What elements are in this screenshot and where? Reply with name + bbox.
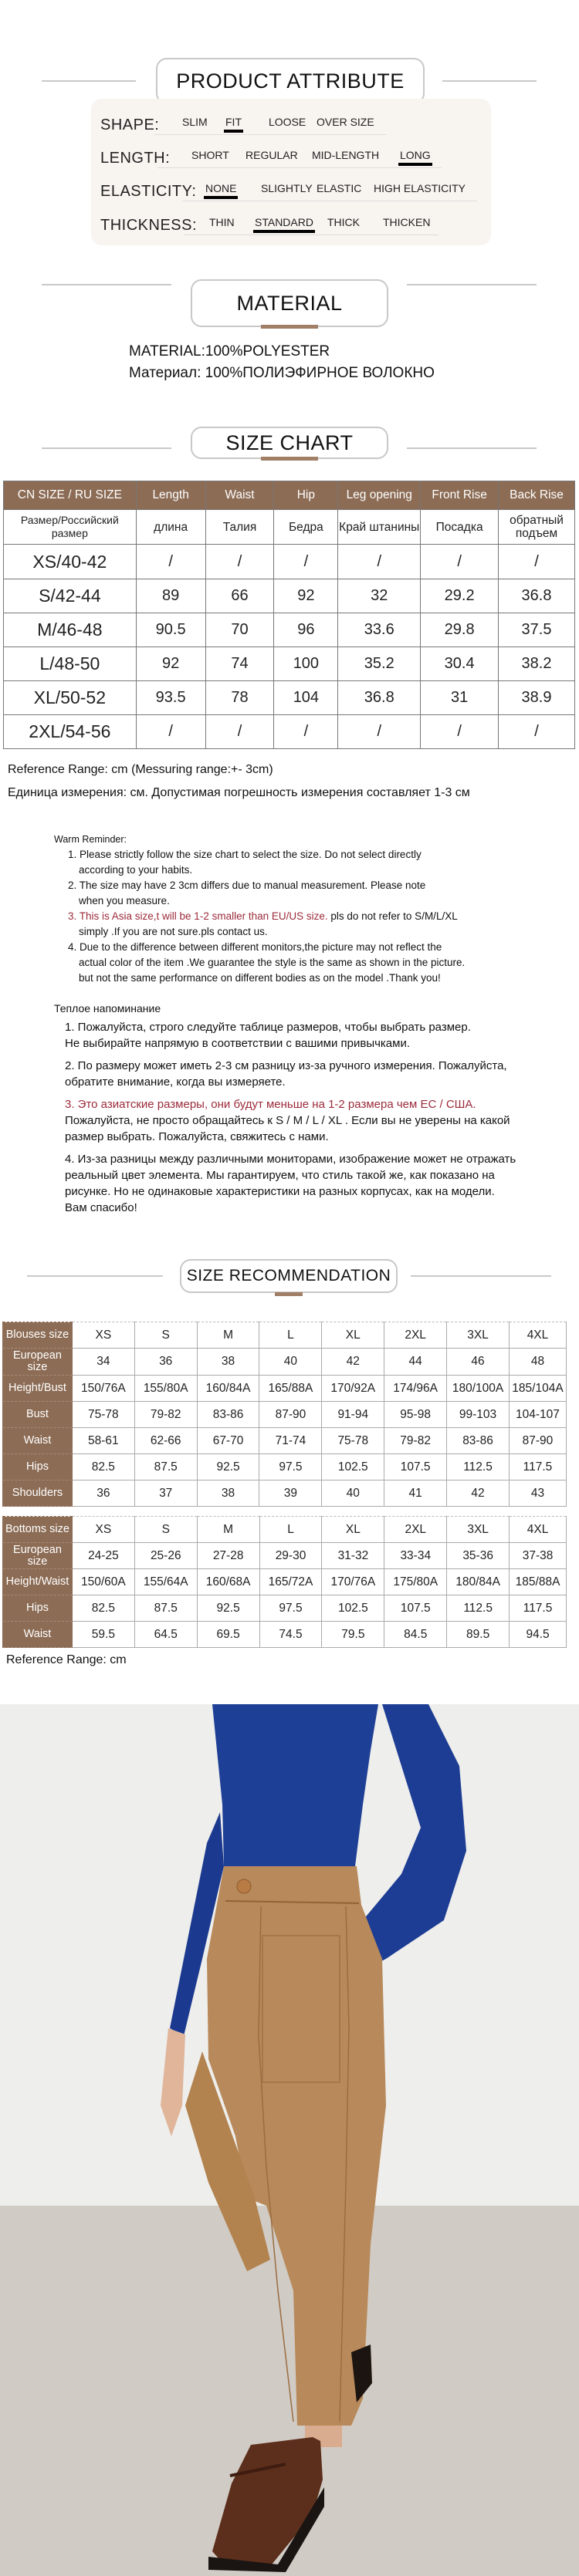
row-label: Shoulders [3, 1480, 73, 1507]
attribute-option: SLIM [182, 116, 208, 128]
measurement-cell: / [421, 715, 499, 749]
measurement-cell: 165/72A [259, 1569, 322, 1595]
column-header: Waist [205, 481, 274, 510]
measurement-cell: 35.2 [338, 647, 421, 681]
table-row [3, 1376, 567, 1402]
table-row [3, 1402, 567, 1428]
measurement-cell: 29-30 [259, 1543, 322, 1569]
material-ru-value: 100%ПОЛИЭФИРНОЕ ВОЛОКНО [205, 365, 435, 381]
measurement-cell: 42 [447, 1480, 510, 1507]
measurement-cell: 70 [205, 613, 274, 647]
divider-line [42, 80, 136, 82]
measurement-cell: 92 [274, 579, 338, 613]
table-row [4, 647, 575, 681]
column-header: CN SIZE / RU SIZE [4, 481, 137, 510]
measurement-cell: 40 [259, 1349, 322, 1376]
measurement-cell: 59.5 [72, 1622, 134, 1648]
section-title-size-chart [191, 427, 388, 459]
measurement-cell: 79.5 [322, 1622, 384, 1648]
size-label: L/48-50 [4, 647, 137, 681]
column-header: Front Rise [421, 481, 499, 510]
measurement-cell: 92.5 [197, 1454, 259, 1480]
table-row [3, 1622, 567, 1648]
measurement-cell: 94.5 [510, 1622, 567, 1648]
size-label: M/46-48 [4, 613, 137, 647]
measurement-cell: / [205, 545, 274, 579]
attribute-underline [157, 167, 442, 168]
size-column-header: XS [72, 1322, 134, 1349]
measurement-cell: 27-28 [197, 1543, 259, 1569]
reminder-line [68, 909, 548, 924]
reminder-item [54, 878, 548, 909]
reference-range-en: Reference Range: cm (Messuring range:+- 3cm) [8, 763, 273, 776]
reminder-line: actual color of the item .We guarantee the style is the same as shown in the picture. [79, 957, 466, 968]
section-title-text: PRODUCT ATTRIBUTE [176, 69, 405, 93]
reminder-line: but not the same performance on different bodies as on the model .Thank you! [79, 972, 441, 984]
measurement-cell: 29.2 [421, 579, 499, 613]
measurement-cell: 78 [205, 681, 274, 715]
size-column-header: M [197, 1517, 259, 1543]
measurement-cell: 165/88A [259, 1376, 322, 1402]
blouses-size-table [2, 1322, 567, 1507]
measurement-cell: 82.5 [72, 1595, 134, 1622]
measurement-cell: 175/80A [384, 1569, 447, 1595]
measurement-cell: 155/80A [134, 1376, 197, 1402]
column-header-ru: Размер/Российский размер [4, 510, 137, 545]
measurement-cell: 35-36 [447, 1543, 510, 1569]
measurement-cell: 38.2 [499, 647, 575, 681]
attribute-row-length [100, 144, 486, 167]
measurement-cell: 30.4 [421, 647, 499, 681]
section-title-text: MATERIAL [236, 291, 343, 315]
reminder-line-ru: размер выбрать. Пожалуйста, свяжитесь с нами. [65, 1130, 329, 1143]
measurement-cell: 79-82 [134, 1402, 197, 1428]
column-header-ru: Бедра [274, 510, 338, 545]
measurement-cell: 90.5 [136, 613, 205, 647]
column-header-ru: Посадка [421, 510, 499, 545]
reminder-item [54, 909, 548, 940]
measurement-cell: 97.5 [259, 1595, 322, 1622]
row-label: Waist [3, 1428, 73, 1454]
sweater-torso [212, 1704, 378, 1866]
size-column-header: 3XL [447, 1517, 510, 1543]
size-column-header: M [197, 1322, 259, 1349]
size-chart-table [3, 481, 575, 749]
measurement-cell: 160/84A [197, 1376, 259, 1402]
size-label: S/42-44 [4, 579, 137, 613]
reminder-text: pls do not refer to S/M/L/XL [327, 910, 458, 922]
measurement-cell: 84.5 [384, 1622, 447, 1648]
measurement-cell: 74 [205, 647, 274, 681]
measurement-cell: 107.5 [384, 1595, 447, 1622]
section-title-text: SIZE RECOMMENDATION [186, 1267, 391, 1285]
measurement-cell: 117.5 [510, 1595, 567, 1622]
size-column-header: S [134, 1322, 197, 1349]
row-label: Height/Bust [3, 1376, 73, 1402]
row-label: Bottoms size [3, 1517, 73, 1543]
measurement-cell: / [136, 545, 205, 579]
measurement-cell: 83-86 [197, 1402, 259, 1428]
reminder-line: according to your habits. [79, 864, 193, 876]
column-header-ru: длина [136, 510, 205, 545]
reminder-line-ru: 4. Из-за разницы между различными мониторами, изображение может не отражать [65, 1153, 516, 1166]
size-column-header: 3XL [447, 1322, 510, 1349]
measurement-cell: 64.5 [134, 1622, 197, 1648]
title-accent-bar [261, 457, 318, 461]
section-title-size-recommendation [180, 1259, 398, 1293]
measurement-cell: / [499, 715, 575, 749]
measurement-cell: 87.5 [134, 1454, 197, 1480]
divider-line [27, 1275, 163, 1277]
measurement-cell: 38.9 [499, 681, 575, 715]
attribute-option: ELASTIC [317, 182, 362, 194]
reminder-warning-text-ru: 3. Это азиатские размеры, они будут меньше на 1-2 размера чем ЕС / США. [65, 1098, 476, 1111]
attribute-option-selected: STANDARD [255, 216, 313, 228]
bottoms-reference-range: Reference Range: cm [6, 1653, 127, 1666]
measurement-cell: 24-25 [72, 1543, 134, 1569]
measurement-cell: / [338, 715, 421, 749]
attribute-option: MID-LENGTH [312, 149, 380, 161]
attribute-option: THIN [209, 216, 235, 228]
reminder-line-ru: реальный цвет элемента. Мы гарантируем, что стиль такой же, как показано на [65, 1169, 495, 1182]
measurement-cell: 104 [274, 681, 338, 715]
measurement-cell: 43 [509, 1480, 566, 1507]
measurement-cell: 36.8 [499, 579, 575, 613]
table-row [3, 1454, 567, 1480]
attribute-row-elasticity [100, 177, 486, 201]
row-label: Blouses size [3, 1322, 73, 1349]
size-column-header: 4XL [510, 1517, 567, 1543]
attribute-row-thickness [100, 211, 486, 235]
measurement-cell: 112.5 [447, 1595, 510, 1622]
measurement-cell: 32 [338, 579, 421, 613]
reminder-item [54, 940, 548, 986]
measurement-cell: / [205, 715, 274, 749]
measurement-cell: 25-26 [134, 1543, 197, 1569]
measurement-cell: 74.5 [259, 1622, 322, 1648]
measurement-cell: 102.5 [322, 1454, 384, 1480]
measurement-cell: 100 [274, 647, 338, 681]
row-label: Height/Waist [3, 1569, 73, 1595]
reminder-line-ru: обратите внимание, когда вы измеряете. [65, 1075, 286, 1089]
measurement-cell: 38 [197, 1480, 259, 1507]
measurement-cell: 89 [136, 579, 205, 613]
attribute-panel [91, 99, 491, 245]
attribute-option: THICKEN [383, 216, 431, 228]
material-en-value: 100%POLYESTER [205, 343, 330, 360]
row-label: Hips [3, 1595, 73, 1622]
measurement-cell: 112.5 [447, 1454, 510, 1480]
size-column-header: L [259, 1322, 322, 1349]
measurement-cell: 150/76A [72, 1376, 134, 1402]
table-row [4, 545, 575, 579]
row-label: Bust [3, 1402, 73, 1428]
reminder-line-ru: Вам спасибо! [65, 1201, 137, 1214]
measurement-cell: 92.5 [197, 1595, 259, 1622]
attribute-option: OVER SIZE [317, 116, 374, 128]
reminder-line-ru: рисунке. Но не одинаковые характеристики на разных корпусах, как на модели. [65, 1185, 495, 1198]
attribute-option: LOOSE [269, 116, 306, 128]
warm-reminder-ru [54, 1001, 571, 1216]
measurement-cell: 104-107 [509, 1402, 566, 1428]
reminder-line-ru: Пожалуйста, не просто обращайтесь к S / M / L / XL . Если вы не уверены на какой [65, 1114, 510, 1127]
measurement-cell: 75-78 [72, 1402, 134, 1428]
title-accent-bar [261, 325, 318, 329]
size-column-header: L [259, 1517, 322, 1543]
measurement-cell: 102.5 [322, 1595, 384, 1622]
attribute-label: THICKNESS: [100, 217, 198, 234]
column-header-ru: Талия [205, 510, 274, 545]
measurement-cell: 150/60A [72, 1569, 134, 1595]
section-title-product-attribute [156, 58, 425, 104]
material-ru-label: Материал: [129, 365, 201, 381]
column-header: Hip [274, 481, 338, 510]
divider-line [407, 284, 537, 285]
reference-range-ru: Единица измерения: см. Допустимая погрешность измерения составляет 1-3 см [8, 786, 470, 799]
attribute-option: REGULAR [245, 149, 298, 161]
column-header-ru: Край штанины [338, 510, 421, 545]
divider-line [42, 447, 171, 449]
measurement-cell: 83-86 [447, 1428, 510, 1454]
table-row [3, 1480, 567, 1507]
reminder-line: 2. The size may have 2 3cm differs due to manual measurement. Please note [68, 879, 426, 891]
measurement-cell: 62-66 [134, 1428, 197, 1454]
material-ru [129, 365, 435, 382]
measurement-cell: 37.5 [499, 613, 575, 647]
measurement-cell: 37-38 [510, 1543, 567, 1569]
measurement-cell: 40 [322, 1480, 384, 1507]
size-chart-ru-header-row [4, 510, 575, 545]
measurement-cell: 82.5 [72, 1454, 134, 1480]
column-header: Leg opening [338, 481, 421, 510]
measurement-cell: 79-82 [384, 1428, 447, 1454]
section-title-text: SIZE CHART [225, 430, 354, 454]
reminder-line-ru: 2. По размеру может иметь 2-3 см разницу из-за ручного измерения. Пожалуйста, [65, 1059, 507, 1072]
measurement-cell: 42 [322, 1349, 384, 1376]
attribute-label: LENGTH: [100, 150, 171, 167]
attribute-label: ELASTICITY: [100, 183, 197, 200]
attribute-label: SHAPE: [100, 116, 160, 133]
row-label: Hips [3, 1454, 73, 1480]
measurement-cell: 36 [72, 1480, 134, 1507]
table-row [3, 1569, 567, 1595]
measurement-cell: 33-34 [384, 1543, 447, 1569]
attribute-option: SHORT [191, 149, 229, 161]
measurement-cell: 69.5 [197, 1622, 259, 1648]
measurement-cell: 33.6 [338, 613, 421, 647]
measurement-cell: 97.5 [259, 1454, 322, 1480]
measurement-cell: 36 [134, 1349, 197, 1376]
reminder-line: 4. Due to the difference between different monitors,the picture may not reflect the [68, 941, 442, 953]
reminder-warning-text: 3. This is Asia size,t will be 1-2 smaller than EU/US size. [68, 910, 328, 922]
measurement-cell: / [274, 545, 338, 579]
measurement-cell: 71-74 [259, 1428, 322, 1454]
measurement-cell: 91-94 [322, 1402, 384, 1428]
measurement-cell: 41 [384, 1480, 447, 1507]
measurement-cell: 87.5 [134, 1595, 197, 1622]
reminder-line: 1. Please strictly follow the size chart to select the size. Do not select directly [68, 849, 422, 860]
size-label: XS/40-42 [4, 545, 137, 579]
table-row [3, 1349, 567, 1376]
size-column-header: 2XL [384, 1322, 447, 1349]
reminder-line: simply .If you are not sure.pls contact us. [79, 926, 268, 937]
row-label: European size [3, 1543, 73, 1569]
size-label: XL/50-52 [4, 681, 137, 715]
size-header-row [3, 1517, 567, 1543]
measurement-cell: 93.5 [136, 681, 205, 715]
measurement-cell: 95-98 [384, 1402, 447, 1428]
title-accent-bar [275, 1292, 303, 1296]
attribute-underline [154, 134, 386, 135]
measurement-cell: 117.5 [509, 1454, 566, 1480]
product-photo [0, 1704, 579, 2576]
measurement-cell: 99-103 [447, 1402, 510, 1428]
measurement-cell: / [136, 715, 205, 749]
bottoms-size-table [2, 1516, 567, 1648]
column-header: Length [136, 481, 205, 510]
divider-line [407, 447, 537, 449]
measurement-cell: 155/64A [134, 1569, 197, 1595]
measurement-cell: 66 [205, 579, 274, 613]
section-title-material [191, 279, 388, 327]
size-column-header: XL [322, 1517, 384, 1543]
measurement-cell: 170/92A [322, 1376, 384, 1402]
table-row [4, 681, 575, 715]
divider-line [411, 1275, 551, 1277]
material-en [129, 343, 330, 360]
table-row [3, 1543, 567, 1569]
measurement-cell: 107.5 [384, 1454, 447, 1480]
measurement-cell: 44 [384, 1349, 447, 1376]
warm-reminder-en [54, 832, 548, 986]
reminder-line: when you measure. [79, 895, 170, 906]
measurement-cell: 46 [447, 1349, 510, 1376]
measurement-cell: 180/84A [447, 1569, 510, 1595]
size-chart-header-row [4, 481, 575, 510]
measurement-cell: 34 [72, 1349, 134, 1376]
measurement-cell: 75-78 [322, 1428, 384, 1454]
divider-line [42, 284, 171, 285]
size-column-header: 4XL [509, 1322, 566, 1349]
measurement-cell: 36.8 [338, 681, 421, 715]
size-column-header: XL [322, 1322, 384, 1349]
measurement-cell: 87-90 [259, 1402, 322, 1428]
divider-line [442, 80, 537, 82]
measurement-cell: 67-70 [197, 1428, 259, 1454]
measurement-cell: 185/88A [510, 1569, 567, 1595]
measurement-cell: / [274, 715, 338, 749]
measurement-cell: 58-61 [72, 1428, 134, 1454]
measurement-cell: 37 [134, 1480, 197, 1507]
reminder-line-ru: Не выбирайте напрямую в соответствии с вашими привычками. [65, 1037, 411, 1050]
attribute-option: SLIGHTLY [261, 182, 313, 194]
attribute-option: THICK [327, 216, 360, 228]
table-row [4, 715, 575, 749]
material-en-label: MATERIAL: [129, 343, 205, 360]
column-header: Back Rise [499, 481, 575, 510]
waist-button [237, 1879, 251, 1893]
measurement-cell: 174/96A [384, 1376, 447, 1402]
measurement-cell: 160/68A [197, 1569, 259, 1595]
measurement-cell: 170/76A [322, 1569, 384, 1595]
row-label: Waist [3, 1622, 73, 1648]
reminder-line-ru: 1. Пожалуйста, строго следуйте таблице размеров, чтобы выбрать размер. [65, 1021, 471, 1034]
measurement-cell: 38 [197, 1349, 259, 1376]
attribute-row-shape [100, 111, 486, 134]
measurement-cell: 39 [259, 1480, 322, 1507]
measurement-cell: 31 [421, 681, 499, 715]
measurement-cell: / [421, 545, 499, 579]
reminder-line-ru: Теплое напоминание [54, 1002, 161, 1015]
measurement-cell: 31-32 [322, 1543, 384, 1569]
size-label: 2XL/54-56 [4, 715, 137, 749]
attribute-option-selected: NONE [205, 182, 237, 194]
table-row [3, 1595, 567, 1622]
measurement-cell: / [499, 545, 575, 579]
attribute-option-selected: LONG [400, 149, 431, 161]
measurement-cell: 29.8 [421, 613, 499, 647]
measurement-cell: 48 [509, 1349, 566, 1376]
warm-reminder-title: Warm Reminder: [54, 834, 127, 845]
table-row [3, 1428, 567, 1454]
table-row [4, 613, 575, 647]
reminder-item [54, 847, 548, 878]
attribute-option-selected: FIT [225, 116, 242, 128]
size-column-header: 2XL [384, 1517, 447, 1543]
column-header-ru: обратный подъем [499, 510, 575, 545]
size-column-header: XS [72, 1517, 134, 1543]
measurement-cell: 180/100A [447, 1376, 510, 1402]
size-column-header: S [134, 1517, 197, 1543]
measurement-cell: 87-90 [509, 1428, 566, 1454]
measurement-cell: 96 [274, 613, 338, 647]
attribute-option: HIGH ELASTICITY [374, 182, 466, 194]
table-row [4, 579, 575, 613]
row-label: European size [3, 1349, 73, 1376]
measurement-cell: / [338, 545, 421, 579]
measurement-cell: 185/104A [509, 1376, 566, 1402]
size-header-row [3, 1322, 567, 1349]
measurement-cell: 92 [136, 647, 205, 681]
measurement-cell: 89.5 [447, 1622, 510, 1648]
